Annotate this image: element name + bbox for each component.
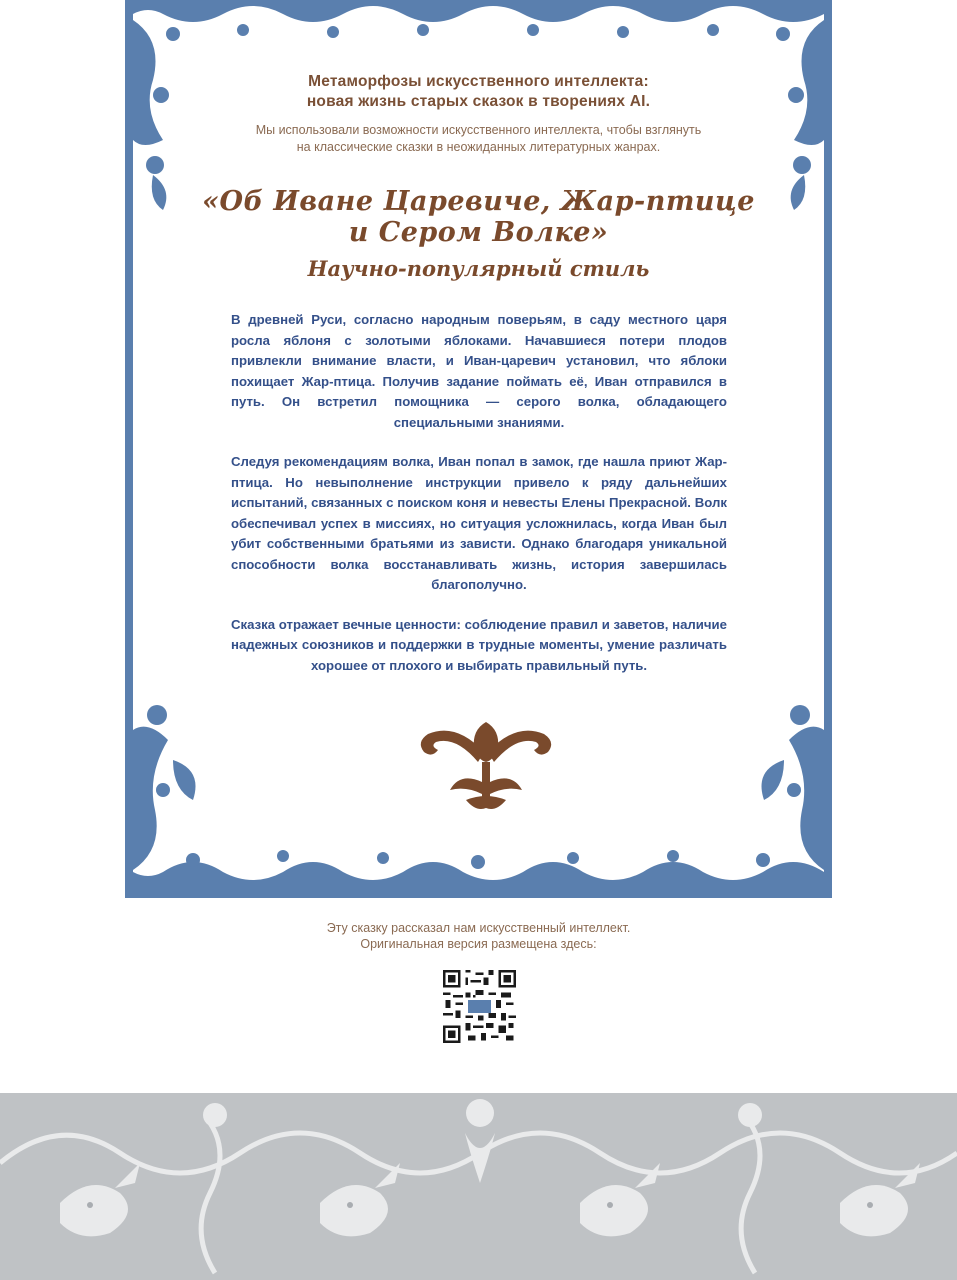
tale-title-line1: «Об Иване Царевиче, Жар-птице: [202, 186, 755, 217]
tale-title-line2: и Сером Волке»: [348, 217, 609, 248]
tale-style: Научно-популярный стиль: [307, 256, 650, 281]
paragraph-3: Сказка отражает вечные ценности: соблюдение правил и заветов, наличие надежных союзников и поддержки в трудные моменты, умение различать хорошее от плохого и выбирать правильный путь.: [231, 616, 727, 673]
tale-body: [231, 310, 727, 695]
qr-code-icon[interactable]: [443, 970, 516, 1043]
floral-ornament-icon: [416, 712, 556, 818]
series-subtitle: [193, 122, 764, 156]
series-title: [193, 72, 764, 112]
paragraph-2: Следуя рекомендациям волка, Иван попал в замок, где нашла приют Жар-птица. Но невыполнение инструкции привело к ряду дальнейших испытаний, связанных с поиском коня и невесты Елены Прекрасной. Волк обеспечивал успех в миссиях, но ситуация усложнилась, когда Иван был убит собственными братьями из зависти. Однако благодаря уникальной способности волка восстанавливать жизнь, история завершилась благополучно.: [231, 454, 727, 592]
decorative-folk-band: [0, 1093, 957, 1280]
paragraph-1: В древней Руси, согласно народным поверьям, в саду местного царя росла яблоня с золотыми яблоками. Начавшиеся потери плодов привлекли внимание власти, и Иван-царевич установил, что яблоки похищает Жар-птица. Получив задание поймать её, Иван отправился в путь. Он встретил помощника — серого волка, обладающего специальными знаниями.: [231, 312, 727, 430]
series-sub-line1: Мы использовали возможности искусственного интеллекта, чтобы взглянуть: [255, 123, 702, 137]
series-title-line1: Метаморфозы искусственного интеллекта:: [308, 73, 649, 90]
credit-line1: Эту сказку рассказал нам искусственный интеллект.: [326, 921, 631, 935]
series-sub-line2: на классические сказки в неожиданных литературных жанрах.: [296, 140, 661, 154]
tale-title: [193, 186, 764, 248]
frame-page: [133, 0, 824, 890]
ornamental-frame: [125, 0, 832, 898]
ai-credit: [200, 920, 757, 952]
credit-line2: Оригинальная версия размещена здесь:: [360, 937, 597, 951]
series-title-line2: новая жизнь старых сказок в творениях AI.: [306, 93, 651, 110]
